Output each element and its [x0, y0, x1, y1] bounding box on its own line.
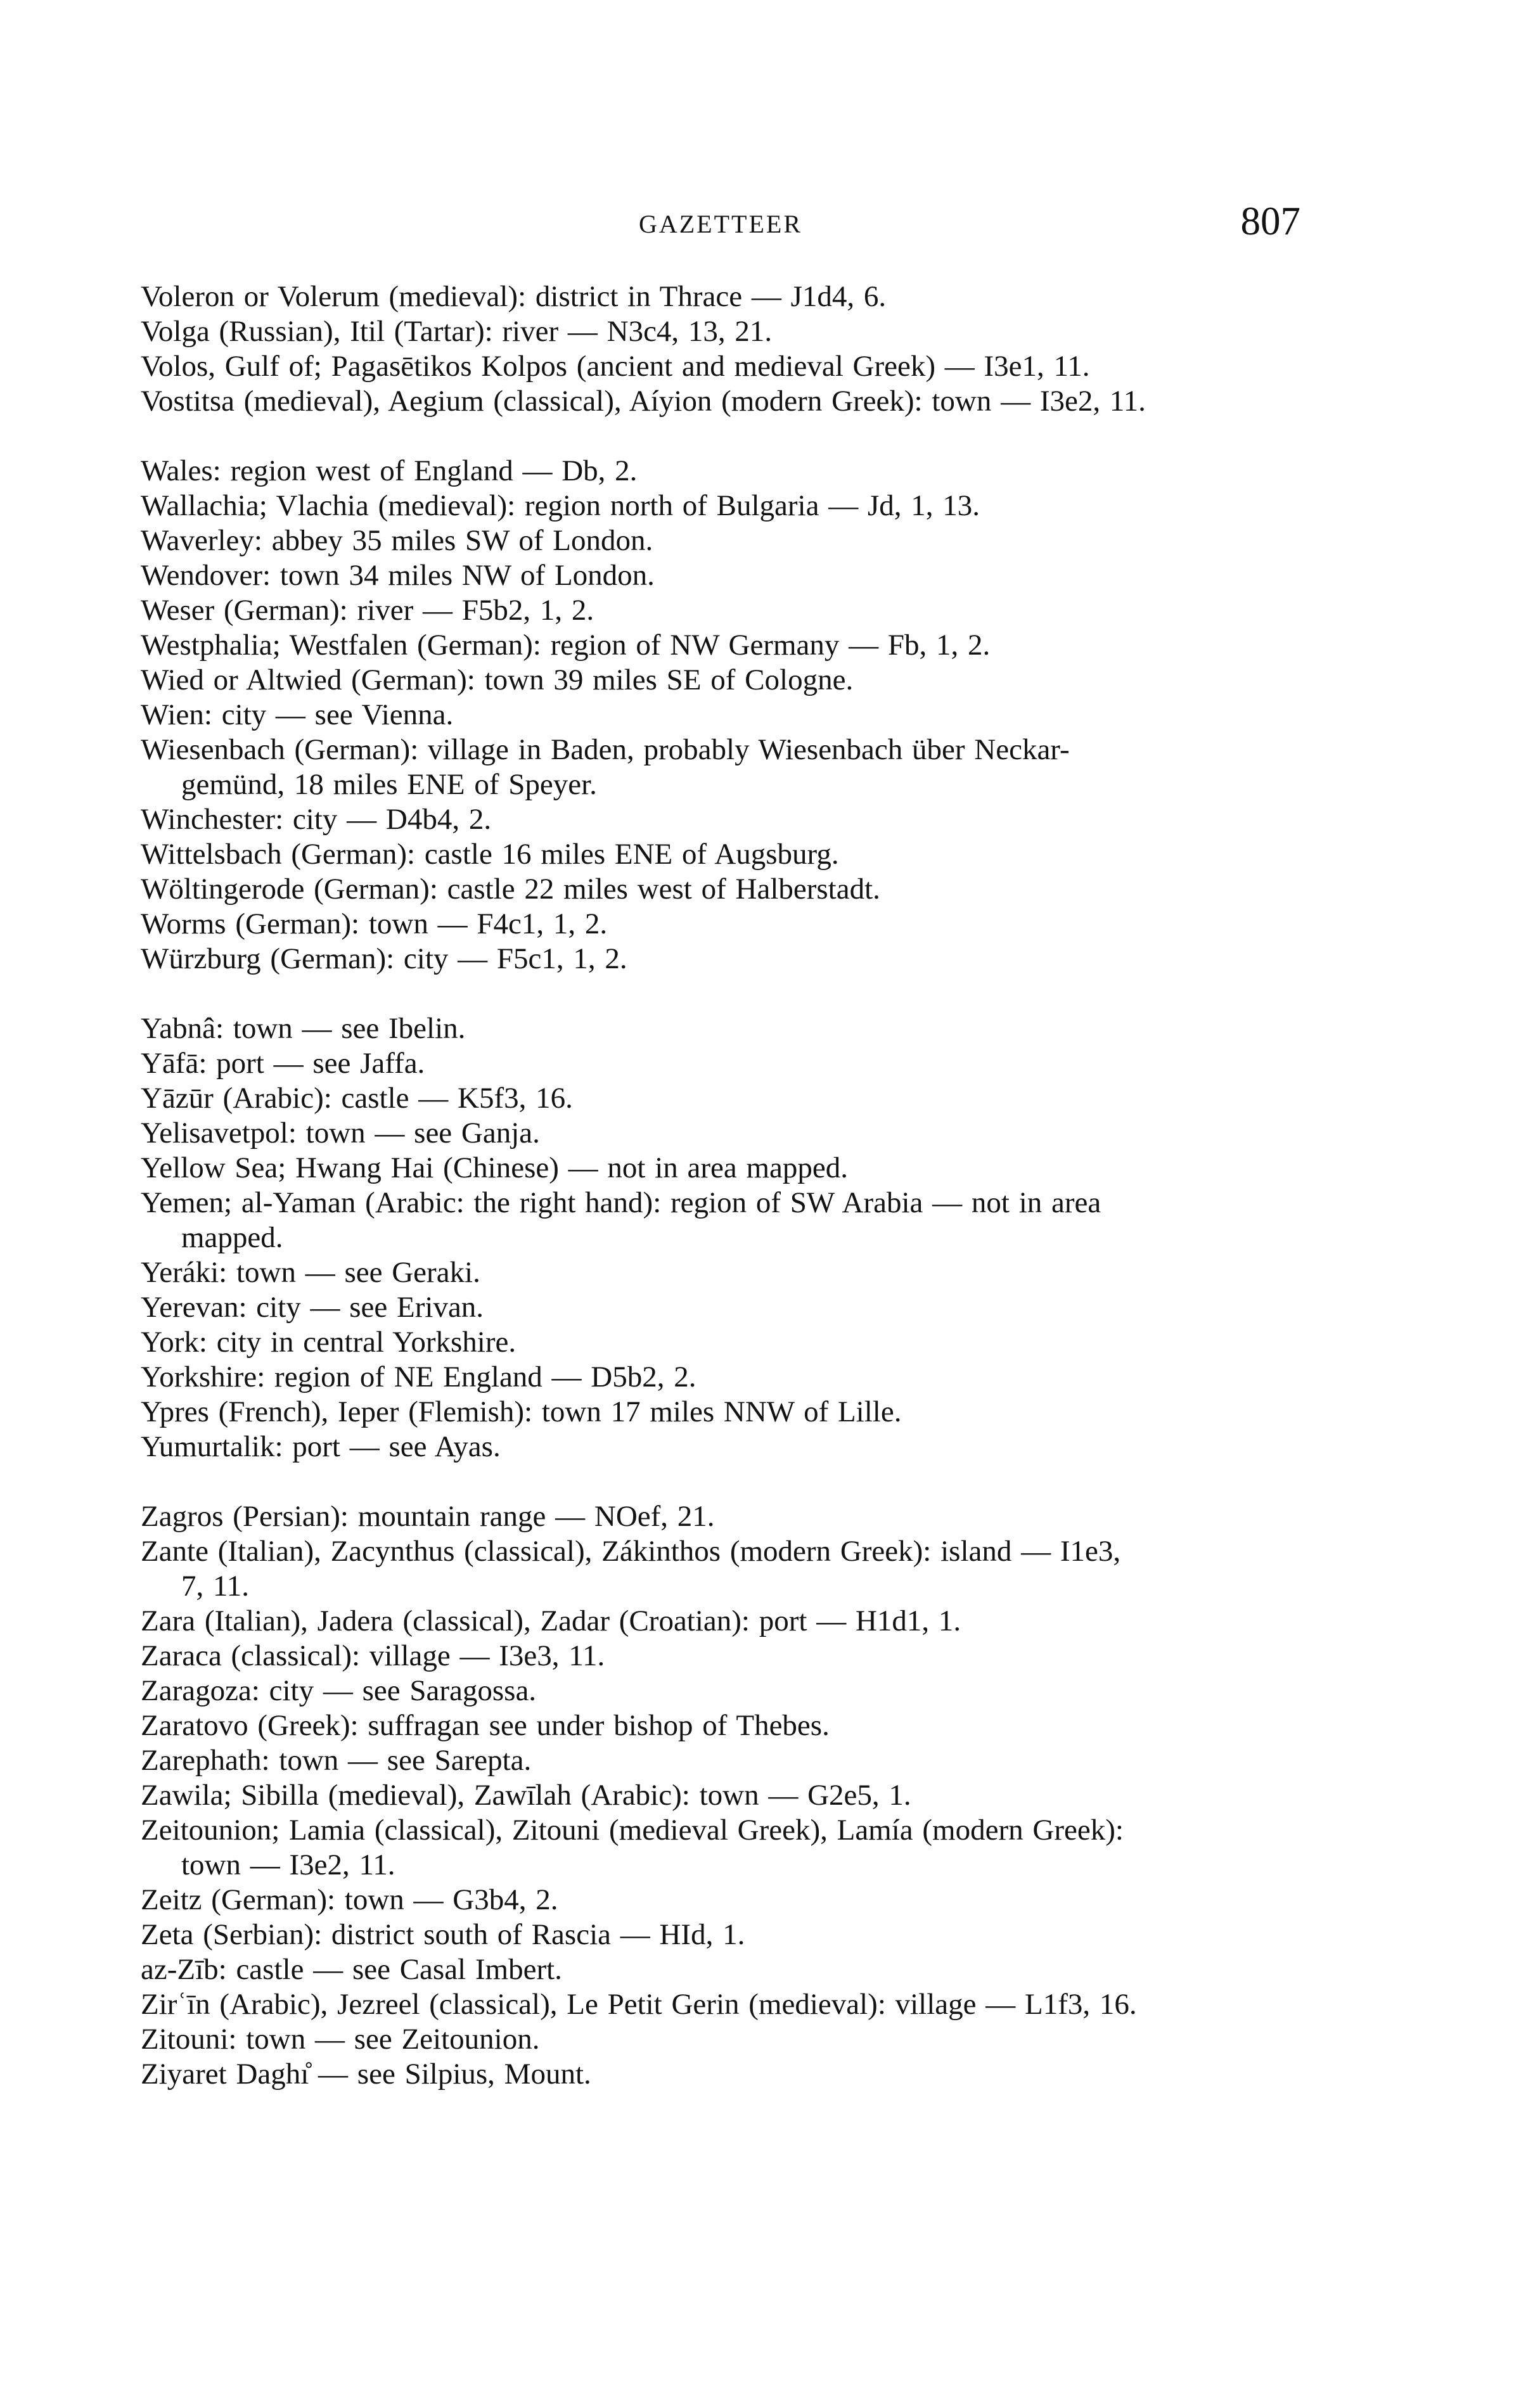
- entry-line: Wales: region west of England — Db, 2.: [141, 454, 638, 487]
- gazetteer-entry: [141, 942, 1357, 977]
- entry-group: [141, 279, 1357, 419]
- entry-line: Wien: city — see Vienna.: [141, 698, 454, 731]
- gazetteer-entry: [141, 1290, 1357, 1325]
- entry-line: Wöltingerode (German): castle 22 miles west of Halberstadt.: [141, 873, 880, 906]
- gazetteer-entry: [141, 802, 1357, 837]
- entry-line: Zeta (Serbian): district south of Rascia — HId, 1.: [141, 1918, 745, 1951]
- entry-line: Voleron or Volerum (medieval): district in Thrace — J1d4, 6.: [141, 280, 887, 313]
- entry-line: Vostitsa (medieval), Aegium (classical), Aíyion (modern Greek): town — I3e2, 11.: [141, 385, 1146, 418]
- gazetteer-entry: [141, 1883, 1357, 1918]
- entry-line: Wendover: town 34 miles NW of London.: [141, 559, 655, 592]
- entry-line: Waverley: abbey 35 miles SW of London.: [141, 524, 653, 557]
- entry-line: Yabnâ: town — see Ibelin.: [141, 1012, 466, 1045]
- entry-line: Zeitounion; Lamia (classical), Zitouni (medieval Greek), Lamía (modern Greek):: [141, 1814, 1124, 1847]
- gazetteer-body: [141, 279, 1357, 2092]
- gazetteer-entry: [141, 1743, 1357, 1778]
- page-number: 807: [1240, 199, 1300, 243]
- entry-line: Zarephath: town — see Sarepta.: [141, 1744, 532, 1777]
- entry-line: Yeráki: town — see Geraki.: [141, 1256, 480, 1289]
- entry-line: Zirʿīn (Arabic), Jezreel (classical), Le Petit Gerin (medieval): village — L1f3, 16.: [141, 1988, 1137, 2021]
- entry-line: Volos, Gulf of; Pagasētikos Kolpos (ancient and medieval Greek) — I3e1, 11.: [141, 350, 1090, 383]
- entry-line: York: city in central Yorkshire.: [141, 1326, 517, 1359]
- gazetteer-entry: [141, 1778, 1357, 1813]
- gazetteer-entry: [141, 1430, 1357, 1464]
- entry-line: Wittelsbach (German): castle 16 miles ENE of Augsburg.: [141, 838, 839, 871]
- gazetteer-entry: [141, 1151, 1357, 1186]
- entry-line: Zagros (Persian): mountain range — NOef, 21.: [141, 1500, 715, 1533]
- entry-continuation-line: mapped.: [181, 1221, 283, 1254]
- entry-group: [141, 454, 1357, 977]
- gazetteer-entry: [141, 1325, 1357, 1360]
- gazetteer-entry: [141, 2022, 1357, 2057]
- entry-line: Zitouni: town — see Zeitounion.: [141, 2023, 540, 2056]
- entry-line: Zaratovo (Greek): suffragan see under bishop of Thebes.: [141, 1709, 830, 1742]
- entry-line: Wallachia; Vlachia (medieval): region north of Bulgaria — Jd, 1, 13.: [141, 489, 980, 522]
- gazetteer-entry: [141, 279, 1357, 314]
- entry-continuation-line: town — I3e2, 11.: [181, 1848, 395, 1881]
- gazetteer-entry: [141, 872, 1357, 907]
- entry-line: Zawila; Sibilla (medieval), Zawīlah (Arabic): town — G2e5, 1.: [141, 1779, 911, 1812]
- gazetteer-entry: [141, 698, 1357, 733]
- gazetteer-entry: [141, 489, 1357, 523]
- gazetteer-entry: [141, 593, 1357, 628]
- entry-line: Worms (German): town — F4c1, 1, 2.: [141, 907, 608, 940]
- entry-line: Zara (Italian), Jadera (classical), Zadar (Croatian): port — H1d1, 1.: [141, 1604, 961, 1637]
- entry-line: Winchester: city — D4b4, 2.: [141, 803, 492, 836]
- gazetteer-entry: [141, 1116, 1357, 1151]
- entry-line: Wiesenbach (German): village in Baden, probably Wiesenbach über Neckar-: [141, 733, 1070, 766]
- entry-line: Zaraca (classical): village — I3e3, 11.: [141, 1639, 605, 1672]
- entry-line: Ypres (French), Ieper (Flemish): town 17 miles NNW of Lille.: [141, 1395, 902, 1428]
- entry-line: Weser (German): river — F5b2, 1, 2.: [141, 594, 594, 627]
- gazetteer-entry: [141, 1987, 1357, 2022]
- gazetteer-entry: [141, 349, 1357, 384]
- gazetteer-entry: [141, 1499, 1357, 1534]
- entry-line: Yāzūr (Arabic): castle — K5f3, 16.: [141, 1082, 573, 1115]
- entry-continuation-line: 7, 11.: [181, 1570, 250, 1603]
- gazetteer-entry: [141, 1360, 1357, 1395]
- gazetteer-entry: [141, 1813, 1357, 1883]
- entry-line: Würzburg (German): city — F5c1, 1, 2.: [141, 942, 627, 975]
- gazetteer-entry: [141, 733, 1357, 802]
- gazetteer-entry: [141, 1708, 1357, 1743]
- gazetteer-entry: [141, 1674, 1357, 1708]
- gazetteer-entry: [141, 1952, 1357, 1987]
- entry-line: Yemen; al-Yaman (Arabic: the right hand): region of SW Arabia — not in area: [141, 1186, 1101, 1219]
- gazetteer-entry: [141, 1604, 1357, 1639]
- gazetteer-entry: [141, 1534, 1357, 1604]
- entry-line: Yellow Sea; Hwang Hai (Chinese) — not in area mapped.: [141, 1151, 849, 1184]
- entry-line: Volga (Russian), Itil (Tartar): river — N3c4, 13, 21.: [141, 315, 773, 348]
- entry-group: [141, 1499, 1357, 2092]
- gazetteer-entry: [141, 2057, 1357, 2092]
- gazetteer-entry: [141, 1011, 1357, 1046]
- entry-line: Yāfā: port — see Jaffa.: [141, 1047, 425, 1080]
- entry-line: Yumurtalik: port — see Ayas.: [141, 1430, 501, 1463]
- entry-line: Westphalia; Westfalen (German): region of NW Germany — Fb, 1, 2.: [141, 629, 991, 662]
- gazetteer-entry: [141, 1639, 1357, 1674]
- gazetteer-entry: [141, 837, 1357, 872]
- entry-line: Wied or Altwied (German): town 39 miles SE of Cologne.: [141, 663, 854, 696]
- gazetteer-entry: [141, 523, 1357, 558]
- entry-continuation-line: gemünd, 18 miles ENE of Speyer.: [181, 768, 597, 801]
- gazetteer-entry: [141, 384, 1357, 419]
- gazetteer-entry: [141, 1186, 1357, 1255]
- gazetteer-entry: [141, 1918, 1357, 1952]
- gazetteer-entry: [141, 1081, 1357, 1116]
- entry-line: Zaragoza: city — see Saragossa.: [141, 1674, 537, 1707]
- gazetteer-entry: [141, 1395, 1357, 1430]
- gazetteer-entry: [141, 663, 1357, 698]
- gazetteer-entry: [141, 1255, 1357, 1290]
- entry-line: Zante (Italian), Zacynthus (classical), Zákinthos (modern Greek): island — I1e3,: [141, 1535, 1121, 1568]
- gazetteer-entry: [141, 628, 1357, 663]
- gazetteer-entry: [141, 558, 1357, 593]
- entry-group: [141, 1011, 1357, 1464]
- entry-line: Yorkshire: region of NE England — D5b2, 2.: [141, 1361, 696, 1393]
- entry-line: Yerevan: city — see Erivan.: [141, 1291, 484, 1324]
- gazetteer-entry: [141, 1046, 1357, 1081]
- running-head-title: GAZETTEER: [638, 210, 803, 238]
- entry-line: Zeitz (German): town — G3b4, 2.: [141, 1883, 558, 1916]
- entry-line: Ziyaret Daghı̊ — see Silpius, Mount.: [141, 2058, 591, 2091]
- gazetteer-entry: [141, 454, 1357, 489]
- gazetteer-entry: [141, 907, 1357, 942]
- entry-line: az-Zīb: castle — see Casal Imbert.: [141, 1953, 562, 1986]
- page-header: [141, 199, 1300, 259]
- entry-line: Yelisavetpol: town — see Ganja.: [141, 1117, 540, 1150]
- gazetteer-entry: [141, 314, 1357, 349]
